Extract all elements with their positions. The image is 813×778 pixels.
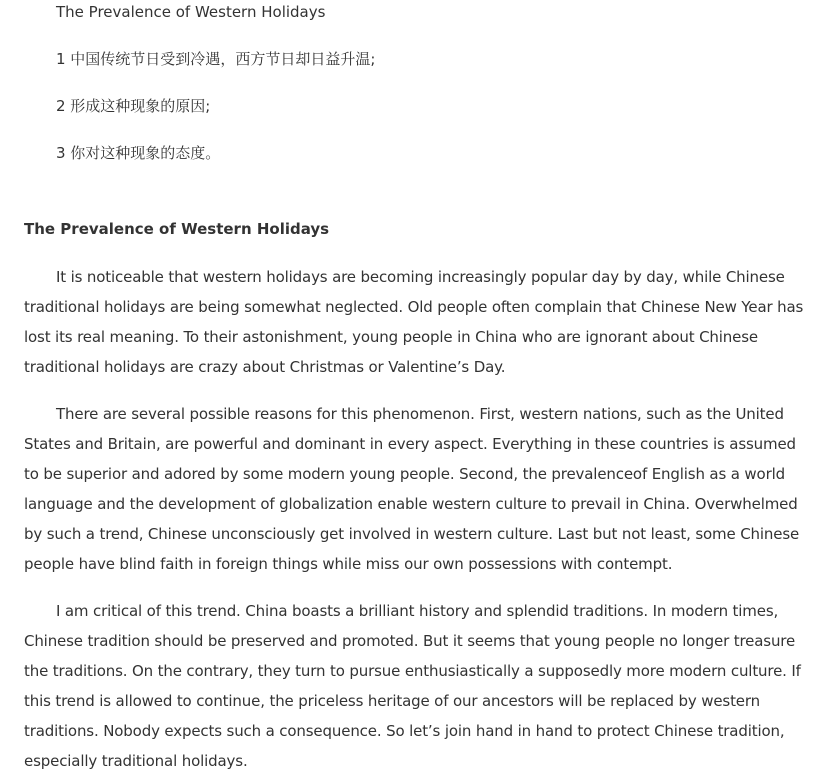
essay-title: The Prevalence of Western Holidays [24,220,330,238]
prompt-item-3: 3 你对这种现象的态度。 [56,144,221,162]
prompt-item-1: 1 中国传统节日受到冷遇，西方节日却日益升温; [56,50,376,68]
prompt-item-2: 2 形成这种现象的原因; [56,97,211,115]
essay-paragraph-1: It is noticeable that western holidays are becoming increasingly popular day by day, while Chinese traditional holidays are being somewhat neglected. Old people often complain that Chinese New Year has lost its real meaning. To their astonishment, young people in China who are ignorant about Chinese traditional holidays are crazy about Christmas or Valentine’s Day. [24,268,804,376]
prompt-title: The Prevalence of Western Holidays [56,3,326,21]
essay-paragraph-3: I am critical of this trend. China boasts a brilliant history and splendid traditions. In modern times, Chinese tradition should be preserved and promoted. But it seems that young people no longer treasure the traditions. On the contrary, they turn to pursue enthusiastically a supposedly more modern culture. If this trend is allowed to continue, the priceless heritage of our ancestors will be replaced by western traditions. Nobody expects such a consequence. So let’s join hand in hand to protect Chinese tradition, especially traditional holidays. [24,602,801,770]
essay-paragraph-2: There are several possible reasons for this phenomenon. First, western nations, such as the United States and Britain, are powerful and dominant in every aspect. Everything in these countries is assumed to be superior and adored by some modern young people. Second, the prevalenceof English as a world language and the development of globalization enable western culture to prevail in China. Overwhelmed by such a trend, Chinese unconsciously get involved in western culture. Last but not least, some Chinese people have blind faith in foreign things while miss our own possessions with contempt. [24,405,800,573]
